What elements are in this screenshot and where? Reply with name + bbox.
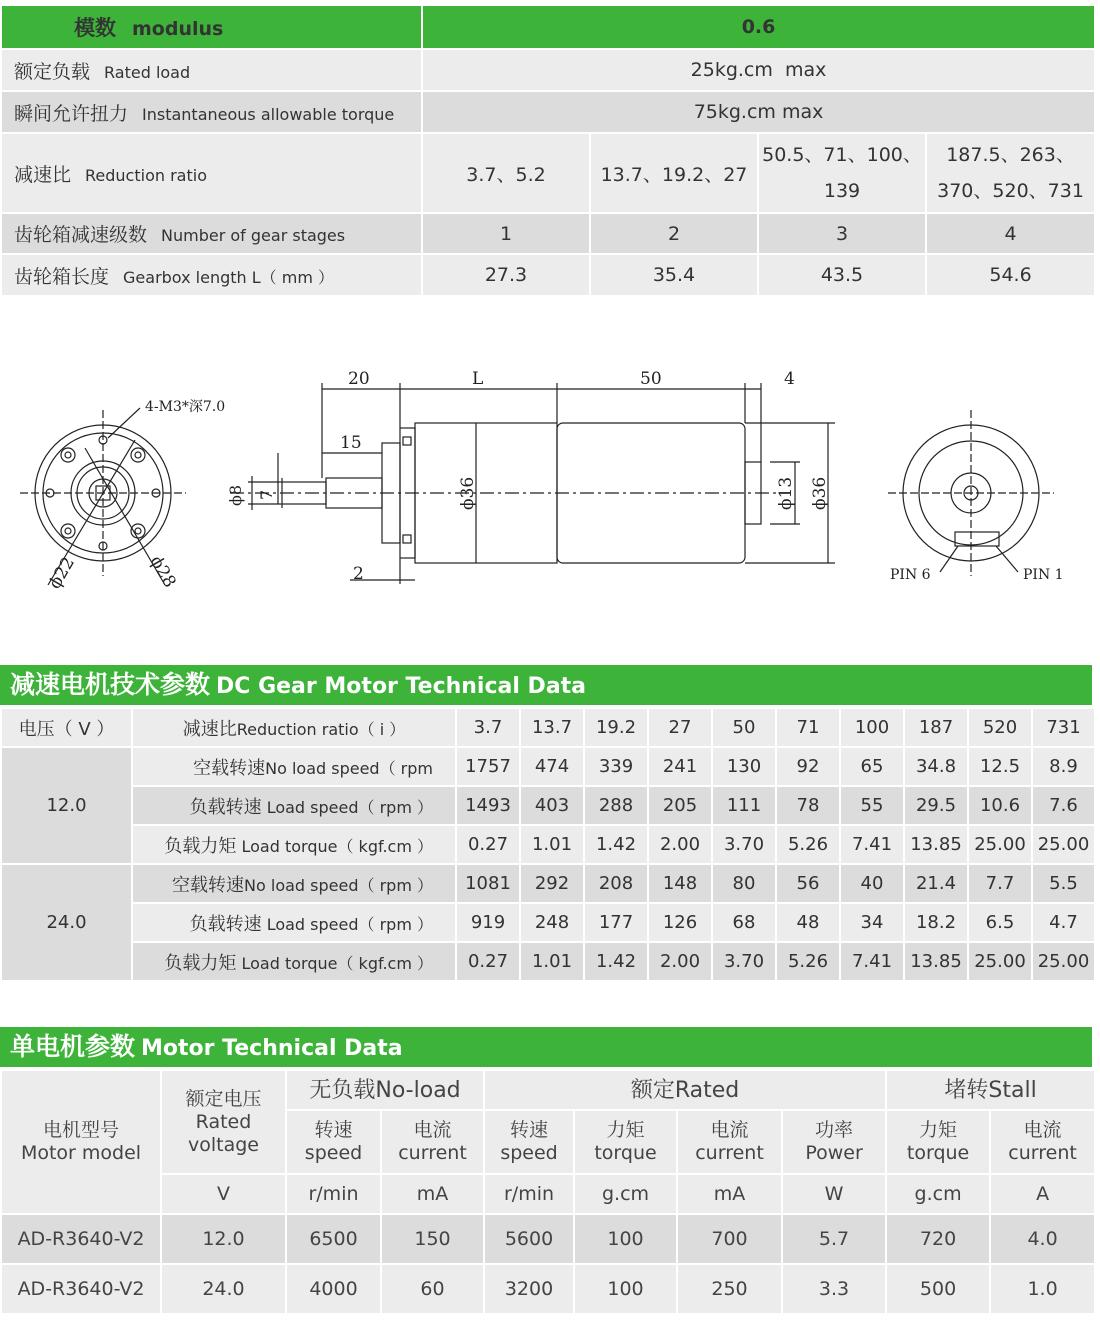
cell: 25.00 xyxy=(1032,942,1095,981)
rated-header: 额定Rated xyxy=(484,1070,886,1110)
cell: 7.6 xyxy=(1032,786,1095,825)
sub-header: 转速 speed xyxy=(484,1110,574,1174)
dim-phi36-gearbox: ϕ36 xyxy=(458,476,478,510)
cell: 1757 xyxy=(456,747,520,786)
gear-row xyxy=(1,786,1095,825)
dim-50: 50 xyxy=(640,369,662,389)
row-label: 空载转速No load speed（ rpm xyxy=(132,747,456,786)
cell: 100 xyxy=(574,1264,677,1314)
dim-phi13: ϕ13 xyxy=(776,476,796,510)
ratio-value: 19.2 xyxy=(584,708,648,747)
ratio-header: 减速比Reduction ratio（ i ） xyxy=(132,708,456,747)
motor-row xyxy=(1,1214,1095,1264)
cell: 80 xyxy=(712,864,776,903)
ratio-value: 13.7 xyxy=(520,708,584,747)
sub-header: 转速 speed xyxy=(286,1110,381,1174)
cell: 68 xyxy=(712,903,776,942)
gear-row xyxy=(1,864,1095,903)
length-value: 35.4 xyxy=(590,254,758,296)
gear-row xyxy=(1,825,1095,864)
unit: mA xyxy=(677,1174,782,1214)
cell: 1.0 xyxy=(990,1264,1095,1314)
stages-value: 2 xyxy=(590,213,758,254)
motor-row xyxy=(1,1264,1095,1314)
technical-drawing xyxy=(0,355,1100,600)
cell: 126 xyxy=(648,903,712,942)
sub-header: 力矩 torque xyxy=(886,1110,990,1174)
cell: 0.27 xyxy=(456,825,520,864)
cell: 720 xyxy=(886,1214,990,1264)
gear-row xyxy=(1,942,1095,981)
row-label: 负载力矩 Load torque（ kgf.cm ） xyxy=(132,825,456,864)
dim-phi8: ϕ8 xyxy=(226,484,245,506)
gear-motor-section-title: 减速电机技术参数 DC Gear Motor Technical Data xyxy=(0,665,1092,705)
length-value: 54.6 xyxy=(926,254,1095,296)
cell: 40 xyxy=(840,864,904,903)
unit: g.cm xyxy=(886,1174,990,1214)
gear-header-row xyxy=(1,708,1095,747)
cell: 24.0 xyxy=(161,1264,286,1314)
cell: 12.0 xyxy=(161,1214,286,1264)
cell: 500 xyxy=(886,1264,990,1314)
gear-row xyxy=(1,903,1095,942)
reduction-stage3: 50.5、71、100、 139 xyxy=(758,133,926,213)
sub-header: 电流 current xyxy=(677,1110,782,1174)
cell: 474 xyxy=(520,747,584,786)
cell: 78 xyxy=(776,786,840,825)
unit: W xyxy=(782,1174,886,1214)
cell: 5.26 xyxy=(776,942,840,981)
cell: 55 xyxy=(840,786,904,825)
cell: 919 xyxy=(456,903,520,942)
spec-row-stages xyxy=(1,213,1095,254)
cell: 5.5 xyxy=(1032,864,1095,903)
cell: 7.41 xyxy=(840,942,904,981)
dim-phi22: ϕ22 xyxy=(45,553,79,593)
gearbox-spec-table xyxy=(0,4,1096,297)
cell: 248 xyxy=(520,903,584,942)
dim-2: 2 xyxy=(353,564,364,584)
unit: V xyxy=(161,1174,286,1214)
cell: 25.00 xyxy=(968,942,1032,981)
rated-load-label: 额定负载 Rated load xyxy=(1,49,422,91)
back-view xyxy=(888,410,1054,576)
ratio-value: 27 xyxy=(648,708,712,747)
cell: 8.9 xyxy=(1032,747,1095,786)
cell: 1.01 xyxy=(520,942,584,981)
cell: 403 xyxy=(520,786,584,825)
side-view xyxy=(230,383,835,584)
reduction-label: 减速比 Reduction ratio xyxy=(1,133,422,213)
cell: 5600 xyxy=(484,1214,574,1264)
cell: 4.7 xyxy=(1032,903,1095,942)
cell: 7.7 xyxy=(968,864,1032,903)
row-label: 负载力矩 Load torque（ kgf.cm ） xyxy=(132,942,456,981)
cell: 205 xyxy=(648,786,712,825)
ratio-value: 71 xyxy=(776,708,840,747)
cell: 2.00 xyxy=(648,825,712,864)
cell: 5.26 xyxy=(776,825,840,864)
motor-header-row xyxy=(1,1070,1095,1110)
dim-phi36-motor: ϕ36 xyxy=(810,476,830,510)
modulus-label: 模数 modulus xyxy=(1,5,422,49)
cell: 1.01 xyxy=(520,825,584,864)
spec-row-reduction xyxy=(1,133,1095,213)
cell: 3.70 xyxy=(712,825,776,864)
rated-load-value: 25kg.cm max xyxy=(422,49,1095,91)
length-label: 齿轮箱长度 Gearbox length L（ mm ） xyxy=(1,254,422,296)
cell: 6.5 xyxy=(968,903,1032,942)
cell: 150 xyxy=(381,1214,484,1264)
stages-value: 3 xyxy=(758,213,926,254)
ratio-value: 100 xyxy=(840,708,904,747)
voltage-header: 电压（ V ） xyxy=(1,708,132,747)
cell: 0.27 xyxy=(456,942,520,981)
cell: 3200 xyxy=(484,1264,574,1314)
length-value: 43.5 xyxy=(758,254,926,296)
cell: 177 xyxy=(584,903,648,942)
motor-model: AD-R3640-V2 xyxy=(1,1214,161,1264)
motor-units-row xyxy=(1,1174,1095,1214)
cell: 6500 xyxy=(286,1214,381,1264)
unit: mA xyxy=(381,1174,484,1214)
unit: A xyxy=(990,1174,1095,1214)
cell: 2.00 xyxy=(648,942,712,981)
cell: 65 xyxy=(840,747,904,786)
unit: g.cm xyxy=(574,1174,677,1214)
reduction-stage1: 3.7、5.2 xyxy=(422,133,590,213)
stall-header: 堵转Stall xyxy=(886,1070,1095,1110)
cell: 25.00 xyxy=(1032,825,1095,864)
spec-row-rated-load xyxy=(1,49,1095,91)
cell: 56 xyxy=(776,864,840,903)
cell: 1493 xyxy=(456,786,520,825)
spec-row-modulus xyxy=(1,5,1095,49)
cell: 208 xyxy=(584,864,648,903)
unit: r/min xyxy=(484,1174,574,1214)
cell: 339 xyxy=(584,747,648,786)
cell: 3.70 xyxy=(712,942,776,981)
cell: 4000 xyxy=(286,1264,381,1314)
gear-row xyxy=(1,747,1095,786)
gear-motor-table xyxy=(0,707,1096,982)
cell: 13.85 xyxy=(904,942,968,981)
ratio-value: 187 xyxy=(904,708,968,747)
cell: 34 xyxy=(840,903,904,942)
cell: 21.4 xyxy=(904,864,968,903)
pin6-label: PIN 6 xyxy=(890,567,931,583)
dim-20: 20 xyxy=(348,369,370,389)
rated-voltage-header: 额定电压 Rated voltage xyxy=(161,1070,286,1174)
sub-header: 电流 current xyxy=(990,1110,1095,1174)
cell: 48 xyxy=(776,903,840,942)
cell: 29.5 xyxy=(904,786,968,825)
cell: 25.00 xyxy=(968,825,1032,864)
cell: 1081 xyxy=(456,864,520,903)
cell: 130 xyxy=(712,747,776,786)
cell: 7.41 xyxy=(840,825,904,864)
cell: 5.7 xyxy=(782,1214,886,1264)
cell: 10.6 xyxy=(968,786,1032,825)
dim-L: L xyxy=(472,369,484,389)
cell: 100 xyxy=(574,1214,677,1264)
motor-section-title: 单电机参数 Motor Technical Data xyxy=(0,1027,1092,1067)
screw-note: 4-M3*深7.0 xyxy=(145,399,226,415)
cell: 288 xyxy=(584,786,648,825)
ratio-value: 520 xyxy=(968,708,1032,747)
motor-model: AD-R3640-V2 xyxy=(1,1264,161,1314)
unit: r/min xyxy=(286,1174,381,1214)
dim-4: 4 xyxy=(784,369,795,389)
voltage-12: 12.0 xyxy=(1,747,132,864)
row-label: 空载转速No load speed（ rpm ） xyxy=(132,864,456,903)
cell: 3.3 xyxy=(782,1264,886,1314)
spec-row-length xyxy=(1,254,1095,296)
cell: 1.42 xyxy=(584,942,648,981)
motor-table xyxy=(0,1069,1096,1315)
stages-value: 4 xyxy=(926,213,1095,254)
length-value: 27.3 xyxy=(422,254,590,296)
cell: 148 xyxy=(648,864,712,903)
spec-row-inst-torque xyxy=(1,91,1095,133)
stages-label: 齿轮箱减速级数 Number of gear stages xyxy=(1,213,422,254)
cell: 292 xyxy=(520,864,584,903)
cell: 92 xyxy=(776,747,840,786)
cell: 241 xyxy=(648,747,712,786)
cell: 1.42 xyxy=(584,825,648,864)
ratio-value: 731 xyxy=(1032,708,1095,747)
dim-7: 7 xyxy=(257,489,276,500)
model-header: 电机型号 Motor model xyxy=(1,1070,161,1214)
modulus-value: 0.6 xyxy=(422,5,1095,49)
row-label: 负载转速 Load speed（ rpm ） xyxy=(132,786,456,825)
cell: 12.5 xyxy=(968,747,1032,786)
cell: 250 xyxy=(677,1264,782,1314)
voltage-24: 24.0 xyxy=(1,864,132,981)
reduction-stage2: 13.7、19.2、27 xyxy=(590,133,758,213)
stages-value: 1 xyxy=(422,213,590,254)
sub-header: 电流 current xyxy=(381,1110,484,1174)
ratio-value: 50 xyxy=(712,708,776,747)
inst-torque-label: 瞬间允许扭力 Instantaneous allowable torque xyxy=(1,91,422,133)
sub-header: 功率 Power xyxy=(782,1110,886,1174)
cell: 700 xyxy=(677,1214,782,1264)
cell: 18.2 xyxy=(904,903,968,942)
cell: 111 xyxy=(712,786,776,825)
ratio-value: 3.7 xyxy=(456,708,520,747)
dim-phi28: ϕ28 xyxy=(145,552,180,592)
cell: 60 xyxy=(381,1264,484,1314)
dim-15: 15 xyxy=(340,433,362,453)
cell: 4.0 xyxy=(990,1214,1095,1264)
cell: 13.85 xyxy=(904,825,968,864)
pin1-label: PIN 1 xyxy=(1023,567,1064,583)
cell: 34.8 xyxy=(904,747,968,786)
inst-torque-value: 75kg.cm max xyxy=(422,91,1095,133)
reduction-stage4: 187.5、263、 370、520、731 xyxy=(926,133,1095,213)
noload-header: 无负载No-load xyxy=(286,1070,484,1110)
sub-header: 力矩 torque xyxy=(574,1110,677,1174)
row-label: 负载转速 Load speed（ rpm ） xyxy=(132,903,456,942)
